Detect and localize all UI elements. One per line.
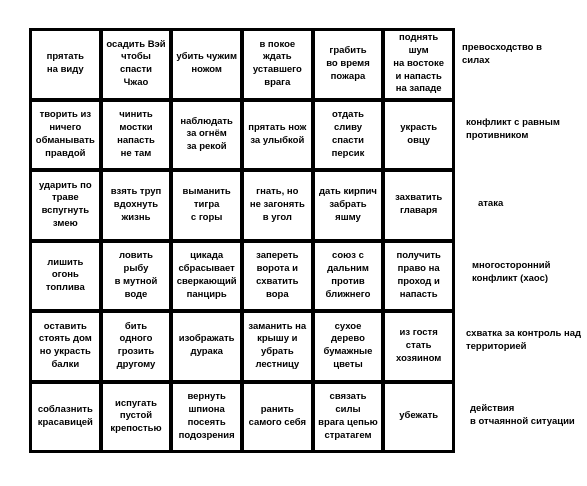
cell-text: вернуть шпиона посеять подозрения — [178, 391, 235, 441]
grid-cell — [32, 31, 99, 98]
grid-cell — [244, 31, 311, 98]
grid-cell — [385, 243, 452, 310]
cell-text: украсть овцу — [400, 121, 438, 146]
grid-cell — [173, 384, 240, 451]
row-label-territory: схватка за контроль над территорией — [466, 328, 582, 352]
cell-text: дать кирпич забрать яшму — [319, 186, 377, 223]
grid-cell — [385, 384, 452, 451]
grid-cell — [315, 313, 382, 380]
row-label-superiority: превосходство в силах — [462, 42, 542, 66]
cell-text: наблюдать за огнём за рекой — [180, 115, 233, 153]
grid-cell — [244, 243, 311, 310]
cell-text: в покое ждать уставшего врага — [252, 38, 302, 89]
cell-text: выманить тигра с горы — [182, 186, 231, 223]
cell-text: лишить огонь топлива — [45, 256, 85, 294]
cell-text: изображать дурака — [178, 333, 235, 358]
grid-cell — [315, 384, 382, 451]
row-label-desperate: действия в отчаянной ситуации — [470, 403, 575, 427]
stratagem-grid — [29, 28, 455, 453]
grid-cell — [32, 102, 99, 169]
grid-cell — [315, 243, 382, 310]
cell-text: соблазнить красавицей — [37, 403, 93, 428]
cell-text: связать силы врага цепью стратагем — [318, 391, 378, 441]
cell-text: ударить по траве вспугнуть змею — [38, 179, 92, 230]
grid-cell — [244, 313, 311, 380]
grid-cell — [103, 31, 170, 98]
cell-text: заманить на крышу и убрать лестницу — [248, 320, 307, 371]
grid-cell — [32, 313, 99, 380]
cell-text: осадить Вэй чтобы спасти Чжао — [106, 38, 166, 89]
cell-text: гнать, но не загонять в угол — [249, 186, 305, 223]
grid-cell — [103, 102, 170, 169]
grid-cell — [173, 102, 240, 169]
row-label-chaos: многосторонний конфликт (хаос) — [472, 260, 551, 284]
grid-cell — [173, 31, 240, 98]
grid-cell — [173, 313, 240, 380]
grid-cell — [32, 384, 99, 451]
cell-text: союз с дальним против ближнего — [325, 250, 371, 300]
grid-cell — [32, 243, 99, 310]
cell-text: отдать сливу спасти персик — [331, 109, 365, 159]
cell-text: прятать нож за улыбкой — [248, 121, 307, 146]
grid-cell — [103, 243, 170, 310]
grid-cell — [244, 384, 311, 451]
grid-cell — [385, 313, 452, 380]
cell-text: прятать на виду — [46, 51, 85, 76]
cell-text: испугать пустой крепостью — [110, 397, 162, 435]
cell-text: цикада сбрасывает сверкающий панцирь — [176, 250, 237, 300]
cell-text: убить чужим ножом — [176, 51, 237, 76]
grid-cell — [385, 31, 452, 98]
cell-text: сухое дерево бумажные цветы — [323, 320, 373, 371]
cell-text: оставить стоять дом но украсть балки — [38, 320, 92, 371]
cell-text: грабить во время пожара — [326, 45, 370, 82]
grid-cell — [244, 102, 311, 169]
grid-cell — [385, 102, 452, 169]
grid-cell — [103, 313, 170, 380]
cell-text: взять труп вдохнуть жизнь — [110, 186, 162, 223]
cell-text: запереть ворота и схватить вора — [256, 250, 299, 300]
grid-cell — [244, 172, 311, 239]
cell-text: убежать — [399, 410, 439, 422]
grid-cell — [103, 172, 170, 239]
row-label-attack: атака — [478, 198, 504, 209]
row-label-equal-opponent: конфликт с равным противником — [466, 117, 560, 141]
grid-cell — [315, 102, 382, 169]
grid-cell — [315, 31, 382, 98]
grid-cell — [32, 172, 99, 239]
cell-text: захватить главаря — [395, 192, 443, 217]
cell-text: поднять шум на востоке и напасть на западе — [393, 32, 445, 95]
grid-cell — [385, 172, 452, 239]
cell-text: из гостя стать хозяином — [396, 327, 442, 364]
cell-text: бить одного грозить другому — [116, 320, 156, 371]
grid-cell — [173, 172, 240, 239]
cell-text: получить право на проход и напасть — [396, 250, 441, 300]
grid-cell — [315, 172, 382, 239]
cell-text: ранить самого себя — [248, 403, 307, 428]
grid-cell — [103, 384, 170, 451]
grid-cell — [173, 243, 240, 310]
cell-text: творить из ничего обманывать правдой — [35, 109, 95, 159]
cell-text: чинить мостки напасть не там — [117, 109, 155, 159]
cell-text: ловить рыбу в мутной воде — [114, 250, 158, 300]
